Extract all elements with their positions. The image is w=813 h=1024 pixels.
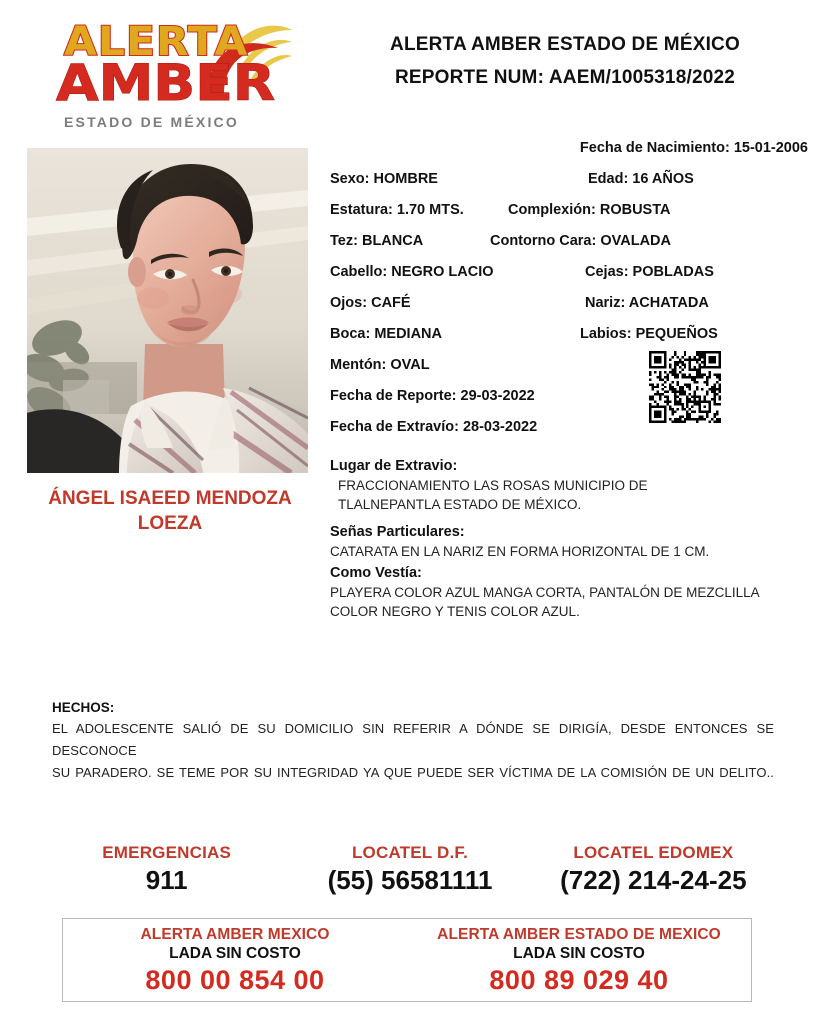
description-right-label: Labios: <box>580 326 632 342</box>
marks-body: CATARATA EN LA NARIZ EN FORMA HORIZONTAL DE 1 CM. <box>330 544 710 559</box>
description-right-value: 16 AÑOS <box>628 171 694 187</box>
toll-free-entry <box>407 919 751 1001</box>
description-row <box>330 233 808 264</box>
facts-line-1: EL ADOLESCENTE SALIÓ DE SU DOMICILIO SIN REFERIR A DÓNDE SE DIRIGÍA, DESDE ENTONCES SE DESCONOCE <box>52 721 774 758</box>
description-right-value: PEQUEÑOS <box>631 326 718 342</box>
toll-free-subtitle: LADA SIN COSTO <box>169 945 301 962</box>
description-left-label: Estatura: <box>330 202 393 218</box>
toll-free-title: ALERTA AMBER ESTADO DE MEXICO <box>437 926 721 943</box>
description-row <box>330 388 808 419</box>
description-left-field <box>330 264 494 280</box>
phone-number[interactable]: (55) 56581111 <box>327 865 493 895</box>
emergency-phones <box>45 843 775 896</box>
description-right-label: Nariz: <box>585 295 626 311</box>
description-rows <box>330 171 808 450</box>
victim-name <box>20 486 320 536</box>
description-left-value: MEDIANA <box>370 326 442 342</box>
description-right-field <box>490 233 671 249</box>
clothing-line-2: COLOR NEGRO Y TENIS COLOR AZUL. <box>330 604 580 619</box>
description-row <box>330 326 808 357</box>
logo-subtitle: ESTADO DE MÉXICO <box>64 114 239 130</box>
victim-photo <box>27 148 308 473</box>
description-row <box>330 357 808 388</box>
toll-free-box <box>62 918 752 1002</box>
place-line-1: FRACCIONAMIENTO LAS ROSAS MUNICIPIO DE <box>338 478 648 493</box>
description-right-field <box>580 326 718 342</box>
description-right-label: Complexión: <box>508 202 596 218</box>
clothing-heading: Como Vestía: <box>330 565 422 581</box>
place-heading: Lugar de Extravio: <box>330 458 458 474</box>
facts-line-2: SU PARADERO. SE TEME POR SU INTEGRIDAD YA QUE PUEDE SER VÍCTIMA DE LA COMISIÓN DE UN DELITO.. <box>52 765 774 780</box>
description-row <box>330 202 808 233</box>
toll-free-subtitle: LADA SIN COSTO <box>513 945 645 962</box>
description-left-value: 1.70 MTS. <box>392 202 464 218</box>
facts-heading: HECHOS: <box>52 700 115 715</box>
description-left-field <box>330 326 442 342</box>
victim-name-line1: ÁNGEL ISAEED MENDOZA <box>48 488 292 509</box>
description-right-field <box>588 171 694 187</box>
description-left-field <box>330 388 535 404</box>
description-left-value: 28-03-2022 <box>458 419 538 435</box>
description-right-value: ACHATADA <box>625 295 709 311</box>
marks-heading: Señas Particulares: <box>330 524 465 540</box>
phone-entry <box>532 843 775 896</box>
description-left-field <box>330 295 411 311</box>
facts-section <box>52 700 774 784</box>
description-left-value: NEGRO LACIO <box>387 264 494 280</box>
description-right-field <box>585 264 714 280</box>
toll-free-title: ALERTA AMBER MEXICO <box>140 926 330 943</box>
description-right-value: ROBUSTA <box>595 202 671 218</box>
qr-code-icon <box>649 350 721 424</box>
description-left-label: Fecha de Reporte: <box>330 388 457 404</box>
description-left-value: OVAL <box>386 357 430 373</box>
phone-number[interactable]: (722) 214-24-25 <box>560 865 747 895</box>
place-line-2: TLALNEPANTLA ESTADO DE MÉXICO. <box>338 497 582 512</box>
description-left-label: Cabello: <box>330 264 388 280</box>
description-right-label: Edad: <box>588 171 629 187</box>
description-right-label: Cejas: <box>585 264 629 280</box>
phone-label: EMERGENCIAS <box>102 843 232 862</box>
description-right-field <box>585 295 709 311</box>
description-right-label: Contorno Cara: <box>490 233 597 249</box>
description-left-value: 29-03-2022 <box>456 388 535 404</box>
description-right-value: POBLADAS <box>628 264 714 280</box>
birthdate-field <box>580 140 808 156</box>
description-left-field <box>330 419 537 435</box>
victim-name-line2: LOEZA <box>137 513 203 534</box>
description-left-value: CAFÉ <box>367 295 411 311</box>
physical-description <box>330 140 808 450</box>
description-left-value: HOMBRE <box>369 171 438 187</box>
description-left-label: Sexo: <box>330 171 370 187</box>
description-left-field <box>330 233 423 249</box>
birthdate-label: Fecha de Nacimiento: <box>579 140 730 156</box>
description-left-field <box>330 202 464 218</box>
description-left-label: Ojos: <box>330 295 368 311</box>
birthdate-value: 15-01-2006 <box>733 140 808 156</box>
phone-entry <box>45 843 288 896</box>
logo-text-alerta: ALERTA <box>64 19 249 65</box>
phone-number[interactable]: 911 <box>145 865 188 895</box>
description-row-birthdate <box>330 140 808 171</box>
phone-label: LOCATEL EDOMEX <box>573 843 734 862</box>
description-left-label: Boca: <box>330 326 371 342</box>
phone-label: LOCATEL D.F. <box>351 843 469 862</box>
toll-free-entry <box>63 919 407 1001</box>
description-left-field <box>330 357 430 373</box>
description-right-field <box>508 202 670 218</box>
description-row <box>330 419 808 450</box>
phone-entry <box>288 843 531 896</box>
description-row <box>330 295 808 326</box>
description-left-value: BLANCA <box>357 233 424 249</box>
amber-alert-logo <box>56 19 286 137</box>
description-left-label: Fecha de Extravío: <box>330 419 459 435</box>
toll-free-number[interactable]: 800 00 854 00 <box>145 965 325 995</box>
toll-free-number[interactable]: 800 89 029 40 <box>489 965 669 995</box>
logo-text-amber: AMBER <box>56 54 276 112</box>
description-left-field <box>330 171 438 187</box>
clothing-line-1: PLAYERA COLOR AZUL MANGA CORTA, PANTALÓN DE MEZCLILLA <box>330 585 760 600</box>
report-number: REPORTE NUM: AAEM/1005318/2022 <box>394 67 736 88</box>
header <box>330 34 800 100</box>
description-row <box>330 264 808 295</box>
description-row <box>330 171 808 202</box>
page-title: ALERTA AMBER ESTADO DE MÉXICO <box>390 34 740 55</box>
description-left-label: Tez: <box>330 233 358 249</box>
description-right-value: OVALADA <box>596 233 671 249</box>
incident-details <box>330 458 800 621</box>
description-left-label: Mentón: <box>330 357 387 373</box>
